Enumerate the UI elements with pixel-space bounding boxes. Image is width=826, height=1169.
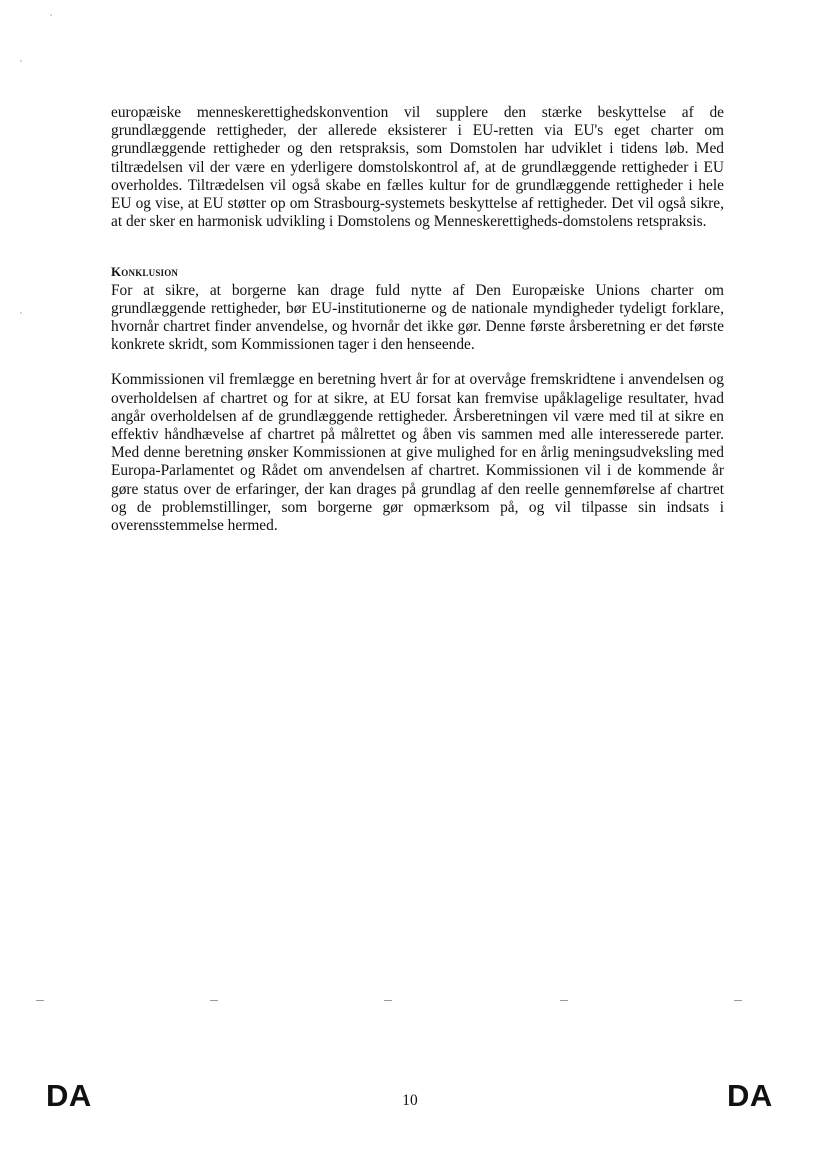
paragraph-accession: europæiske menneskerettighedskonvention vil supplere den stærke beskyttelse af de grundlæggende rettigheder, der allerede eksisterer i EU-retten via EU's eget charter om grundlæggende rettigheder og den retspraksis, som Domstolen har udviklet i tidens løb. Med tiltrædelsen vil der være en yderligere domstolskontrol af, at de grundlæggende rettigheder i EU overholdes. Tiltrædelsen vil også skabe en fælles kultur for de grundlæggende rettigheder i hele EU og vise, at EU støtter op om Strasbourg-systemets beskyttelse af rettigheder. Det vil også sikre, at der sker en harmonisk udvikling i Domstolens og Menneskerettigheds-domstolens retspraksis. bbox=[111, 104, 724, 231]
separator-dash bbox=[36, 1000, 44, 1001]
page-number: 10 bbox=[402, 1092, 418, 1109]
scan-speck bbox=[20, 60, 22, 62]
separator-dash bbox=[384, 1000, 392, 1001]
section-heading-konklusion: Konklusion bbox=[111, 264, 179, 280]
separator-dash bbox=[560, 1000, 568, 1001]
separator-dash bbox=[210, 1000, 218, 1001]
paragraph-annual-report: Kommissionen vil fremlægge en beretning hvert år for at overvåge fremskridtene i anvendelsen og overholdelsen af chartret og for at sikre, at EU forsat kan fremvise upåklagelige resultater, hvad angår overholdelsen af de grundlæggende rettigheder. Årsberetningen vil være med til at sikre en effektiv håndhævelse af chartret på målrettet og åben vis sammen med alle interesserede parter. Med denne beretning ønsker Kommissionen at give mulighed for en årlig meningsudveksling med Europa-Parlamentet og Rådet om anvendelsen af chartret. Kommissionen vil i de kommende år gøre status over de erfaringer, der kan drages på grundlag af den reelle gennemførelse af chartret og de problemstillinger, som borgerne gør opmærksom på, og vil tilpasse sin indsats i overensstemmelse hermed. bbox=[111, 371, 724, 535]
language-code-left: DA bbox=[46, 1078, 92, 1113]
language-code-right: DA bbox=[727, 1078, 773, 1113]
document-body bbox=[111, 104, 724, 535]
separator-dash bbox=[734, 1000, 742, 1001]
scan-speck bbox=[20, 312, 22, 314]
scan-speck bbox=[50, 14, 52, 16]
paragraph-conclusion-intro: For at sikre, at borgerne kan drage fuld nytte af Den Europæiske Unions charter om grundlæggende rettigheder, bør EU-institutionerne og de nationale myndigheder tydeligt forklare, hvornår chartret finder anvendelse, og hvornår det ikke gør. Denne første årsberetning er det første konkrete skridt, som Kommissionen tager i den henseende. bbox=[111, 281, 724, 354]
